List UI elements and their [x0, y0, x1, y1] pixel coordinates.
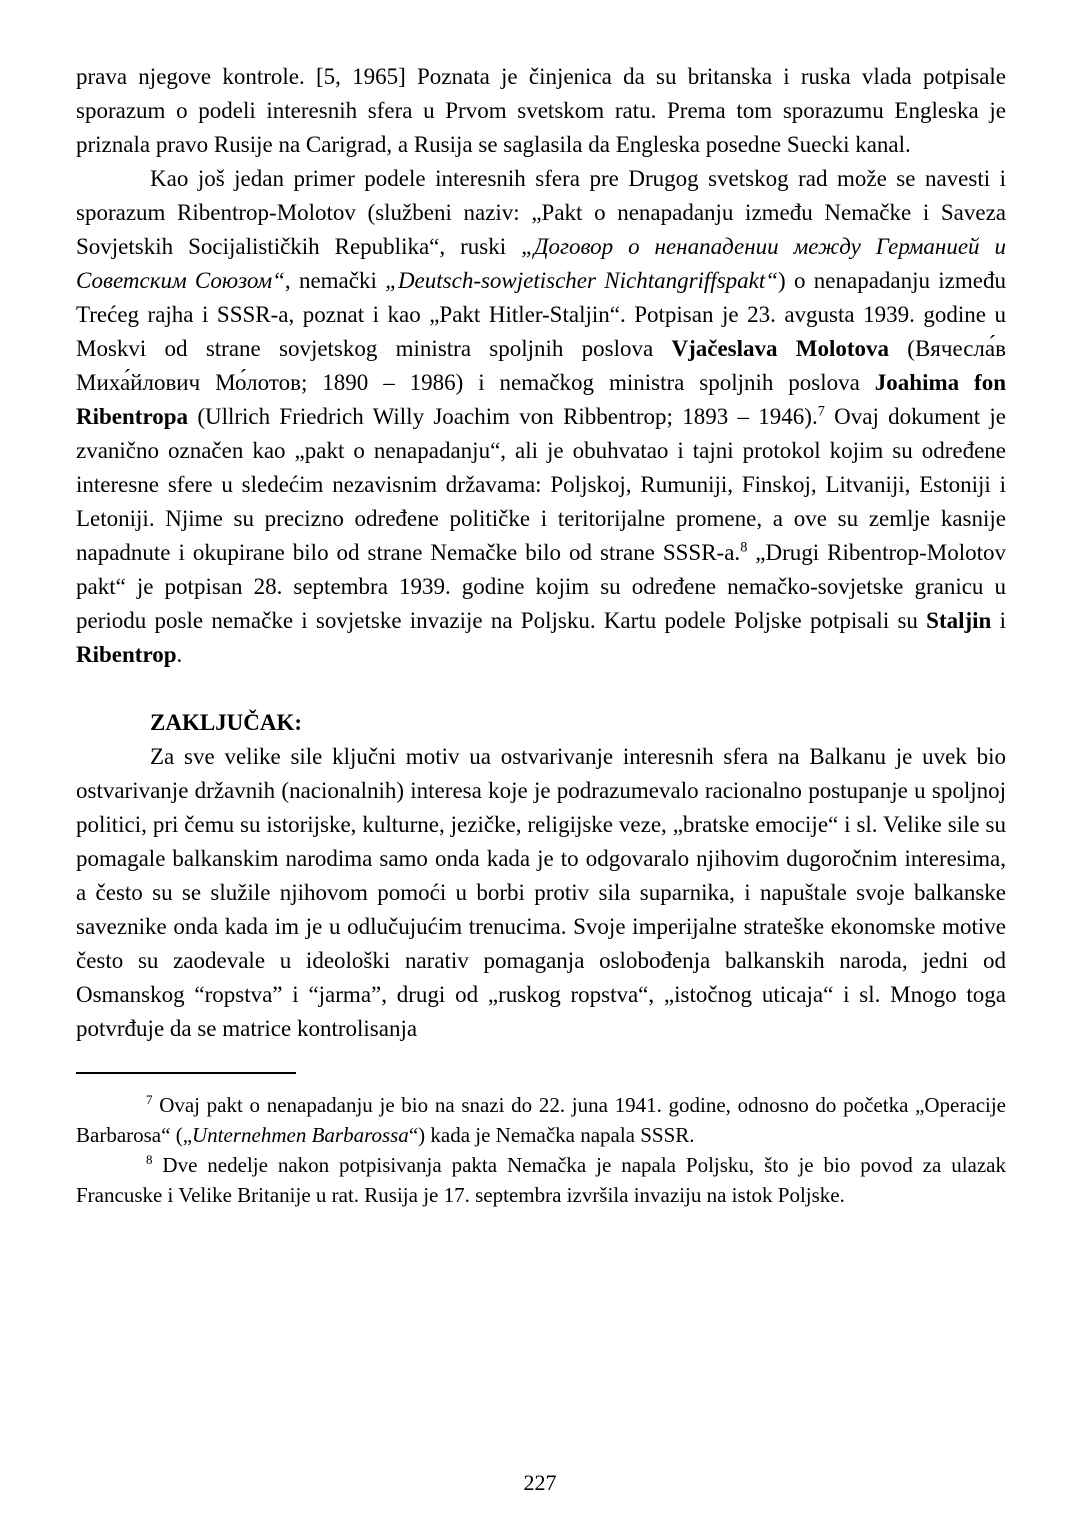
text-run: prava njegove kontrole. [5, 1965] Poznata je činjenica da su britanska i ruska vlada potpisale sporazum o podeli interesnih sfera u Prvom svetskom ratu. Prema tom sporazumu Engleska je priznala pravo Rusije na Carigrad, a Rusija se saglasila da Engleska posedne Suecki kanal. — [76, 64, 1006, 157]
text-run: Staljin — [926, 608, 992, 633]
paragraph — [76, 740, 1006, 1046]
text-run: Dve nedelje nakon potpisivanja pakta Nemačka je napala Poljsku, što je bio povod za ulazak Francuske i Velike Britanije u rat. Rusija je 17. septembra izvršila invaziju na istok Poljske. — [76, 1153, 1006, 1207]
text-run: Ovaj dokument je zvanično označen kao „pakt o nenapadanju“, ali je obuhvatao i tajni protokol kojim su određene interesne sfere u sledećim nezavisnim državama: Poljskoj, Rumuniji, Finskoj, Litvaniji, Estoniji i Letoniji. Njime su precizno određene političke i teritorijalne promene, a ove su zemlje kasnije napadnute i okupirane bilo od strane Nemačke bilo od strane SSSR-a. — [76, 404, 1006, 565]
footnote-separator — [76, 1072, 296, 1074]
footnote-reference: 7 — [146, 1092, 153, 1107]
text-run: Za sve velike sile ključni motiv ua ostvarivanje interesnih sfera na Balkanu je uvek bio ostvarivanje državnih (nacionalnih) interesa koje je podrazumevalo racionalno postupanje u spoljnoj politici, pri čemu su istorijske, kulturne, jezičke, religijske veze, „bratske emocije“ i sl. Velike sile su pomagale balkanskim narodima samo onda kada je to odgovaralo njihovim dugoročnim interesima, a često su se služile njihovom pomoći u borbi protiv sila suparnika, i napuštale svoje balkanske saveznike onda kada im je u odlučujućim trenucima. Svoje imperijalne strateške ekonomske motive često su zaodevale u ideološki narativ pomaganja oslobođenja balkanskih naroda, jedni od Osmanskog “ropstva” i “jarma”, drugi od „ruskog ropstva“, „istočnog uticaja“ i sl. Mnogo toga potvrđuje da se matrice kontrolisanja — [76, 744, 1006, 1041]
text-run: Unternehmen Barbarossa — [192, 1123, 409, 1147]
paragraph — [76, 60, 1006, 162]
section-heading — [76, 706, 1006, 740]
text-run: „Deutsch-sowjetischer Nichtangriffspakt“ — [385, 268, 779, 293]
text-run: ) o nenapadanju između Trećeg rajha i SSSR-a, poznat i kao „Pakt Hitler-Staljin“. Potpisan je 23. avgusta 1939. godine u Moskvi od strane sovjetskog ministra spoljnih poslova — [76, 268, 1006, 361]
paragraph — [76, 162, 1006, 672]
text-run: “) kada je Nemačka napala SSSR. — [408, 1123, 695, 1147]
text-run: Joahima fon Ribentropa — [76, 370, 1006, 429]
text-run: ZAKLJUČAK: — [150, 710, 303, 735]
text-run: Vjačeslava Molotova — [671, 336, 890, 361]
text-run: „Drugi Ribentrop-Molotov pakt“ je potpisan 28. septembra 1939. godine kojim su određene nemačko-sovjetske granicu u periodu posle nemačke i sovjetske invazije na Poljsku. Kartu podele Poljske potpisali su — [76, 540, 1007, 633]
text-run: Ribentrop — [76, 642, 177, 667]
footnote-reference: 8 — [146, 1152, 153, 1167]
footnote — [76, 1150, 1006, 1210]
page-number: 227 — [523, 1470, 557, 1495]
text-run: i — [991, 608, 1007, 633]
footnote-reference: 8 — [740, 539, 748, 556]
text-run: , nemački — [284, 268, 386, 293]
footnotes-section — [76, 1072, 1006, 1210]
footnote — [76, 1090, 1006, 1150]
text-run: . — [176, 642, 183, 667]
text-run: (Ullrich Friedrich Willy Joachim von Ribbentrop; 1893 – 1946). — [188, 404, 818, 429]
text-run: (Вячесла́в Миха́йлович Мо́лотов; 1890 – 1986) i nemačkog ministra spoljnih poslova — [76, 336, 1006, 395]
text-run: Kao još jedan primer podele interesnih sfera pre Drugog svetskog rad može se navesti i sporazum Ribentrop-Molotov (službeni naziv: „Pakt o nenapadanju između Nemačke i Saveza Sovjetskih Socijalističkih Republika“, ruski — [76, 166, 1006, 259]
text-run: „Договор о ненападении между Германией и Советским Союзом“ — [76, 234, 1007, 293]
footnote-reference: 7 — [817, 403, 825, 420]
body-text — [76, 60, 1006, 1046]
footnotes-list — [76, 1090, 1006, 1210]
text-run: Ovaj pakt o nenapadanju je bio na snazi do 22. juna 1941. godine, odnosno do početka „Operacije Barbarosa“ („ — [76, 1093, 1006, 1147]
